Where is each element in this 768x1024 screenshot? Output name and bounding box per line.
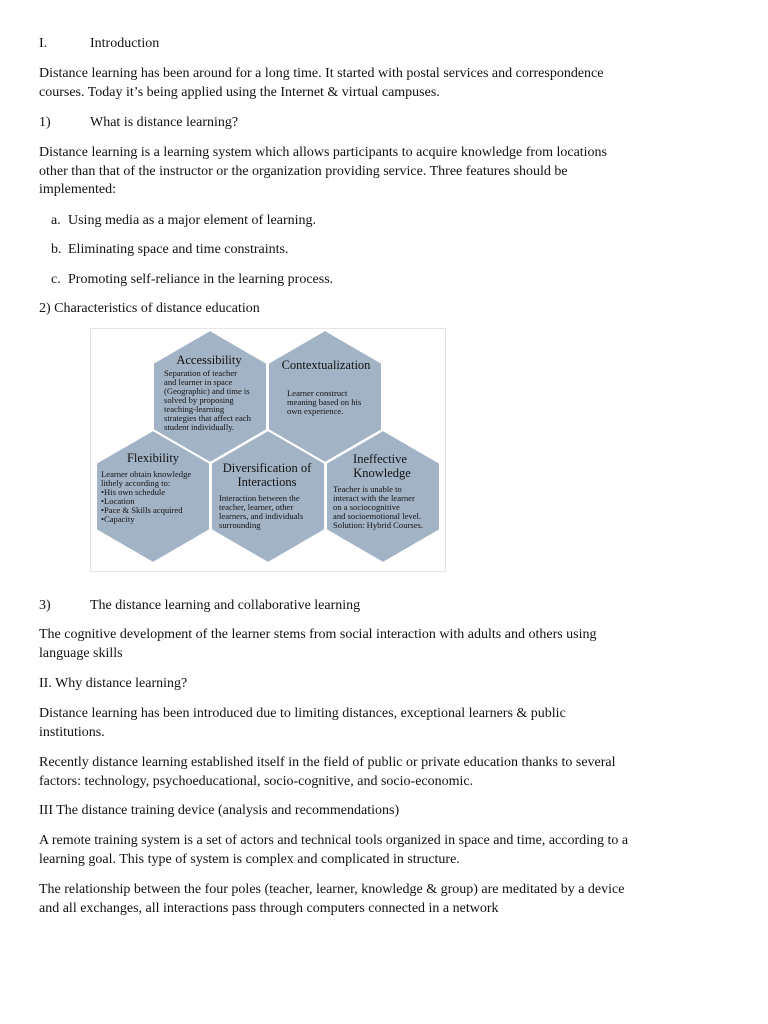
- diversification-line: teacher, learner, other: [219, 502, 294, 512]
- device-paragraph-1: [39, 832, 699, 869]
- collab-line-2: language skills: [39, 645, 123, 661]
- accessibility-line: (Geographic) and time is: [164, 386, 250, 396]
- definition-line-3: implemented:: [39, 182, 116, 197]
- section-heading-device: III The distance training device (analysis and recommendations): [39, 803, 400, 818]
- flexibility-line: Learner obtain knowledge: [101, 469, 192, 479]
- why-paragraph-1: [39, 705, 699, 742]
- definition-paragraph: [39, 144, 699, 200]
- diversification-line: learners, and individuals: [219, 511, 304, 521]
- flexibility-line: •Capacity: [101, 514, 135, 524]
- why2-line-1: Recently distance learning established itself in the field of public or private education thanks to several: [39, 755, 616, 770]
- collab-line-1: The cognitive development of the learner stems from social interaction with adults and others using: [39, 627, 597, 642]
- accessibility-title: Accessibility: [176, 353, 242, 367]
- ineffective-knowledge-line: interact with the learner: [333, 493, 415, 503]
- diversification-title: Interactions: [237, 475, 297, 489]
- accessibility-line: teaching-learning: [164, 404, 225, 414]
- contextualization-title: Contextualization: [281, 358, 371, 372]
- subsection-numeral: 3): [39, 598, 51, 613]
- contextualization-line: Learner construct: [287, 388, 348, 398]
- section-heading-introduction: Introduction: [90, 36, 160, 51]
- flexibility-line: •Location: [101, 496, 135, 506]
- list-marker: c.: [51, 272, 61, 287]
- device1-line-1: A remote training system is a set of actors and technical tools organized in space and time, according to a: [39, 833, 629, 848]
- ineffective-knowledge-line: Solution: Hybrid Courses.: [333, 520, 423, 530]
- accessibility-line: solved by proposing: [164, 395, 234, 405]
- accessibility-line: student individually.: [164, 422, 235, 432]
- flexibility-line: lithely according to:: [101, 478, 171, 488]
- contextualization-line: meaning based on his: [287, 397, 362, 407]
- diversification-line: surrounding: [219, 520, 261, 530]
- list-marker: a.: [51, 213, 61, 228]
- subsection-numeral: 1): [39, 115, 51, 130]
- diversification-title: Diversification of: [222, 461, 312, 475]
- list-marker: b.: [51, 242, 62, 257]
- list-item-media: Using media as a major element of learning.: [68, 213, 317, 228]
- definition-line-1: Distance learning is a learning system which allows participants to acquire knowledge from locations: [39, 145, 608, 160]
- subsection-heading-collaborative: The distance learning and collaborative learning: [90, 598, 361, 613]
- flexibility-line: •Pace & Skills acquired: [101, 505, 183, 515]
- ineffective-knowledge-line: Teacher is unable to: [333, 484, 402, 494]
- ineffective-knowledge-title: Ineffective: [353, 452, 407, 466]
- why1-line-2: institutions.: [39, 724, 105, 740]
- definition-line-2: other than that of the instructor or the organization providing service. Three features should be: [39, 163, 568, 179]
- device2-line-1: The relationship between the four poles (teacher, learner, knowledge & group) are meditated by a device: [39, 882, 625, 897]
- flexibility-title: Flexibility: [126, 451, 180, 465]
- contextualization-line: own experience.: [287, 406, 344, 416]
- device1-line-2: learning goal. This type of system is complex and complicated in structure.: [39, 851, 460, 867]
- list-item-constraints: Eliminating space and time constraints.: [68, 242, 289, 257]
- subsection-heading-characteristics: 2) Characteristics of distance education: [39, 301, 260, 316]
- accessibility-line: and learner in space: [164, 377, 233, 387]
- subsection-heading-what-is: What is distance learning?: [90, 115, 239, 130]
- flexibility-line: •His own schedule: [101, 487, 166, 497]
- intro-paragraph: [39, 65, 699, 102]
- why-paragraph-2: [39, 754, 699, 791]
- ineffective-knowledge-line: on a sociocognitive: [333, 502, 400, 512]
- ineffective-knowledge-title: Knowledge: [353, 466, 411, 480]
- device2-line-2: and all exchanges, all interactions pass through computers connected in a network: [39, 900, 499, 916]
- diversification-line: Interaction between the: [219, 493, 300, 503]
- list-item-self-reliance: Promoting self-reliance in the learning process.: [68, 272, 334, 287]
- why2-line-2: factors: technology, psychoeducational, socio-cognitive, and socio-economic.: [39, 773, 474, 789]
- collaborative-paragraph: [39, 626, 699, 663]
- ineffective-knowledge-line: and socioemotional level.: [333, 511, 422, 521]
- section-heading-why: II. Why distance learning?: [39, 676, 188, 691]
- device-paragraph-2: [39, 881, 699, 918]
- why1-line-1: Distance learning has been introduced due to limiting distances, exceptional learners & public: [39, 706, 566, 721]
- intro-line-1: Distance learning has been around for a long time. It started with postal services and correspondence: [39, 66, 604, 81]
- accessibility-line: strategies that affect each: [164, 413, 251, 423]
- intro-line-2: courses. Today it’s being applied using the Internet & virtual campuses.: [39, 84, 440, 100]
- characteristics-diagram: [90, 328, 446, 572]
- accessibility-line: Separation of teacher: [164, 368, 238, 378]
- section-numeral: I.: [39, 36, 48, 51]
